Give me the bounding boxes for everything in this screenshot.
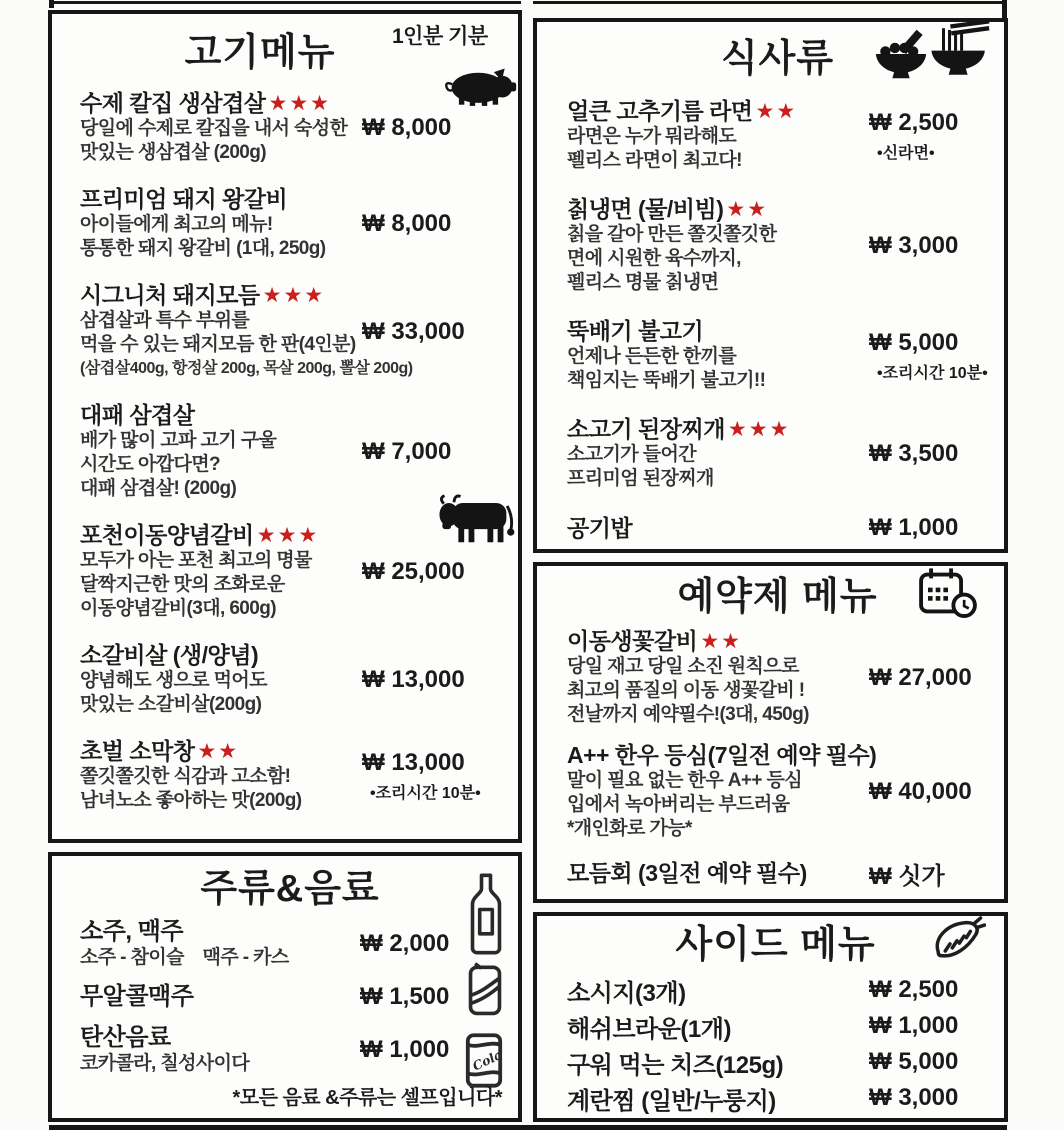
item-name: 시그니처 돼지모듬	[80, 282, 260, 308]
item-name: 뚝배기 불고기	[567, 318, 704, 344]
item-name: 포천이동양념갈비	[80, 522, 254, 548]
item-price: ₩ 13,000	[362, 665, 465, 693]
item-desc: *개인화로 가능*	[567, 818, 692, 839]
item-desc: 소주 - 참이슬 맥주 - 카스	[80, 947, 289, 968]
item-desc: 말이 필요 없는 한우 A++ 등심	[567, 770, 803, 791]
menu-item	[567, 742, 988, 841]
item-name: 해쉬브라운(1개)	[567, 1015, 731, 1043]
item-name: 소갈비살 (생/양념)	[80, 642, 259, 668]
item-price: ₩ 3,000	[869, 231, 959, 259]
menu-item	[80, 282, 500, 381]
menu-item	[567, 628, 988, 727]
rice-bowl-icon	[872, 28, 930, 80]
item-desc: 대패 삼겹살! (200g)	[80, 478, 237, 499]
menu-item	[567, 318, 988, 393]
item-desc: 남녀노소 좋아하는 맛(200g)	[80, 790, 302, 811]
item-price: ₩ 8,000	[362, 209, 452, 237]
menu-item	[80, 983, 500, 1011]
star-rating: ★★	[700, 630, 742, 653]
item-desc: 배가 많이 고파 고기 구울	[80, 430, 277, 451]
item-desc: 최고의 품질의 이동 생꽃갈비 !	[567, 680, 805, 701]
sausage-icon	[928, 914, 986, 966]
item-name: 소시지(3개)	[567, 979, 686, 1007]
item-name: 초벌 소막창	[80, 738, 195, 764]
cola-label: Cola	[470, 1046, 504, 1074]
item-price: ₩ 3,500	[869, 439, 959, 467]
item-name: A++ 한우 등심(7일전 예약 필수)	[567, 742, 877, 768]
menu-item	[567, 1008, 984, 1044]
item-price: ₩ 5,000	[869, 1048, 959, 1075]
item-desc: 라면은 누가 뭐라해도	[567, 126, 737, 147]
menu-item	[567, 856, 988, 891]
item-price: ₩ 1,000	[869, 514, 959, 541]
item-desc: (삼겹살400g, 항정살 200g, 목살 200g, 뽈살 200g)	[80, 360, 413, 377]
menu-item	[80, 642, 500, 717]
border-remnant-top-right-stub	[1002, 0, 1007, 18]
beer-bottle-icon	[468, 870, 504, 958]
item-name: 공기밥	[567, 514, 633, 541]
border-remnant-top-right	[533, 1, 1007, 4]
item-note: •신라면•	[877, 144, 935, 162]
drinks-self-service-note: *모든 음료 &주류는 셀프입니다*	[232, 1087, 502, 1109]
item-desc: 프리미엄 된장찌개	[567, 468, 714, 489]
item-name: 소주, 맥주	[80, 918, 184, 945]
menu-item	[80, 1024, 500, 1076]
menu-item	[567, 196, 988, 295]
item-price: ₩ 2,500	[869, 976, 959, 1003]
item-desc: 책임지는 뚝배기 불고기!!	[567, 370, 766, 391]
star-rating: ★★★	[727, 418, 791, 441]
item-price: ₩ 5,000	[869, 328, 959, 356]
item-desc: 펠리스 라면이 최고다!	[567, 150, 742, 171]
pig-icon	[442, 60, 518, 112]
soda-can-icon	[466, 960, 504, 1018]
section-meat-menu	[48, 10, 522, 843]
item-desc: 당일 재고 당일 소진 원칙으로	[567, 656, 799, 677]
item-price: ₩ 2,500	[869, 108, 959, 136]
item-price: ₩ 40,000	[869, 777, 972, 805]
item-name: 탄산음료	[80, 1024, 171, 1051]
item-desc: 펠리스 명물 칡냉면	[567, 272, 719, 293]
item-desc: 시간도 아깝다면?	[80, 454, 220, 475]
star-rating: ★★	[726, 198, 769, 221]
item-price: ₩ 7,000	[362, 437, 452, 465]
cola-can-icon	[464, 1030, 504, 1090]
item-desc: 양념해도 생으로 먹어도	[80, 670, 267, 691]
menu-item	[567, 98, 988, 173]
item-desc: 면에 시원한 육수까지,	[567, 248, 741, 269]
item-name: 프리미엄 돼지 왕갈비	[80, 186, 288, 212]
menu-item	[567, 972, 984, 1008]
item-desc: 삼겹살과 특수 부위를	[80, 310, 250, 331]
menu-item	[80, 402, 500, 501]
section-meals	[533, 18, 1008, 553]
border-remnant-top-left-stub	[49, 0, 54, 8]
item-desc: 아이들에게 최고의 메뉴!	[80, 214, 273, 235]
per-serving-note: 1인분 기분	[392, 25, 488, 48]
item-desc: 먹을 수 있는 돼지모듬 한 판(4인분)	[80, 334, 356, 355]
item-name: 수제 칼집 생삼겹살	[80, 90, 266, 116]
star-rating: ★★★	[256, 524, 320, 547]
item-price: ₩ 2,000	[360, 930, 450, 957]
section-title: 예약제 메뉴	[677, 576, 878, 618]
item-desc: 코카콜라, 칠성사이다	[80, 1053, 250, 1074]
item-price: ₩ 13,000	[362, 748, 465, 776]
item-note: •조리시간 10분•	[877, 364, 988, 382]
item-price: ₩ 싯가	[869, 863, 945, 890]
item-desc: 전날까지 예약필수!(3대, 450g)	[567, 704, 809, 725]
item-desc: 맛있는 소갈비살(200g)	[80, 694, 262, 715]
star-rating: ★★	[755, 100, 798, 123]
star-rating: ★★	[197, 740, 240, 763]
item-desc: 맛있는 생삼겹살 (200g)	[80, 142, 266, 163]
item-name: 이동생꽃갈비	[567, 628, 698, 654]
section-title: 식사류	[720, 38, 835, 80]
border-remnant-bottom	[49, 1125, 1007, 1130]
item-name: 소고기 된장찌개	[567, 416, 725, 442]
section-drinks	[48, 852, 522, 1122]
menu-item	[567, 1080, 984, 1116]
item-name: 얼큰 고추기름 라면	[567, 98, 753, 124]
section-title: 고기메뉴	[184, 32, 336, 74]
item-price: ₩ 27,000	[869, 663, 972, 691]
item-name: 무알콜맥주	[80, 983, 194, 1010]
section-title: 사이드 메뉴	[675, 924, 876, 966]
star-rating: ★★★	[262, 284, 326, 307]
menu-item	[567, 1044, 984, 1080]
item-price: ₩ 1,000	[360, 1036, 450, 1063]
menu-item	[567, 514, 988, 542]
item-desc: 달짝지근한 맛의 조화로운	[80, 574, 285, 595]
noodle-bowl-icon	[928, 18, 990, 78]
menu-item	[80, 918, 500, 970]
menu-item	[80, 522, 500, 621]
item-name: 모듬회 (3일전 예약 필수)	[567, 860, 807, 886]
item-desc: 쫄깃쫄깃한 식감과 고소함!	[80, 766, 291, 787]
border-remnant-top-left	[49, 1, 521, 4]
item-desc: 모두가 아는 포천 최고의 명물	[80, 550, 312, 571]
item-desc: 소고기가 들어간	[567, 444, 696, 465]
item-name: 구워 먹는 치즈(125g)	[567, 1051, 784, 1079]
item-desc: 언제나 든든한 한끼를	[567, 346, 737, 367]
menu-item	[80, 186, 500, 261]
item-name: 대패 삼겹살	[80, 402, 195, 428]
item-desc: 입에서 녹아버리는 부드러움	[567, 794, 790, 815]
item-note: •조리시간 10분•	[370, 784, 481, 802]
item-desc: 통통한 돼지 왕갈비 (1대, 250g)	[80, 238, 326, 259]
item-name: 계란찜 (일반/누룽지)	[567, 1087, 776, 1115]
menu-item	[80, 738, 500, 813]
item-name: 칡냉면 (물/비빔)	[567, 196, 724, 222]
item-desc: 이동양념갈비(3대, 600g)	[80, 598, 276, 619]
item-desc: 당일에 수제로 칼집을 내서 숙성한	[80, 118, 348, 139]
star-rating: ★★★	[268, 92, 332, 115]
item-price: ₩ 8,000	[362, 113, 452, 141]
menu-item	[567, 416, 988, 491]
calendar-clock-icon	[918, 566, 978, 620]
item-desc: 칡을 갈아 만든 쫄깃쫄깃한	[567, 224, 777, 245]
item-price: ₩ 1,000	[869, 1012, 959, 1039]
section-title: 주류&음료	[200, 868, 380, 910]
cow-icon	[438, 492, 518, 546]
menu-item	[80, 90, 500, 165]
item-price: ₩ 3,000	[869, 1084, 959, 1111]
item-price: ₩ 25,000	[362, 557, 465, 585]
item-price: ₩ 33,000	[362, 317, 465, 345]
item-price: ₩ 1,500	[360, 983, 450, 1010]
